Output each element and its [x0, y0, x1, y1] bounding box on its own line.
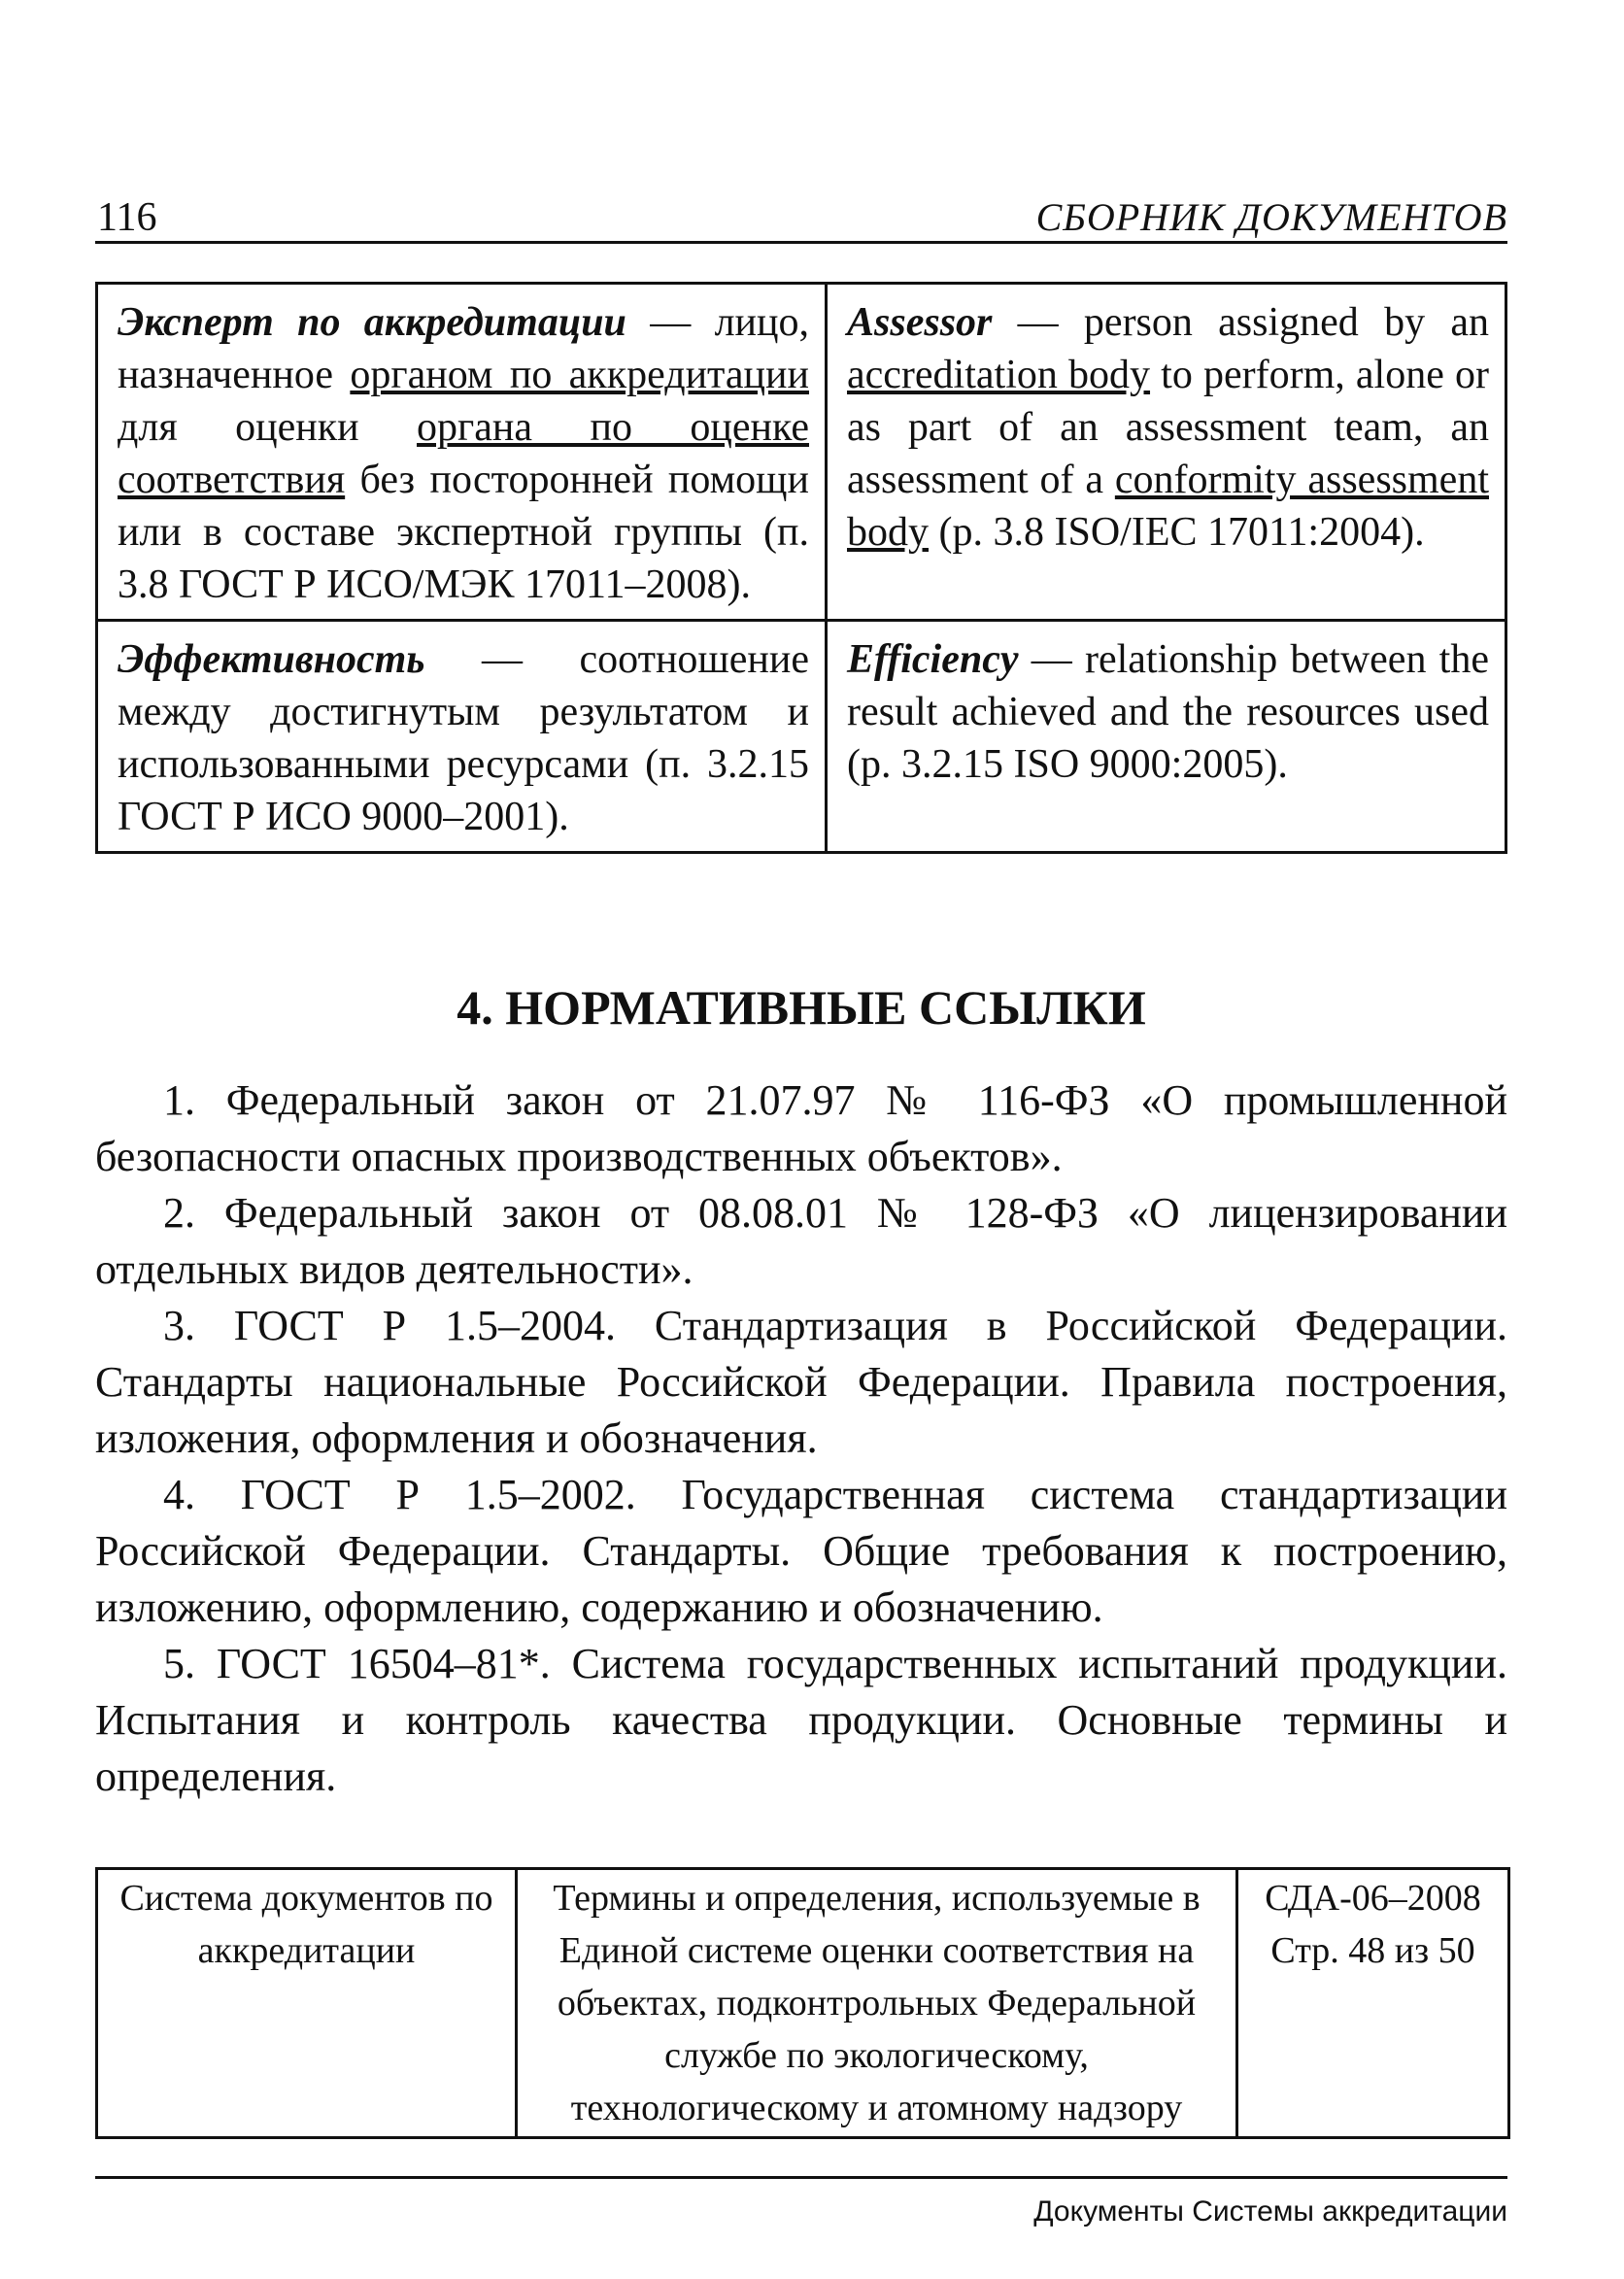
section-title: 4. НОРМАТИВНЫЕ ССЫЛКИ — [457, 980, 1146, 1035]
page-number: 116 — [97, 195, 157, 240]
reference-item: 4. ГОСТ Р 1.5–2002. Государственная система стандартизации Российской Федерации. Стандарты. Общие требования к построению, изложению, оформлению, содержанию и обозначению. — [95, 1471, 1507, 1631]
page-header — [95, 192, 1507, 244]
stamp-page: Стр. 48 из 50 — [1270, 1930, 1475, 1971]
term-text: для оценки — [118, 405, 418, 450]
table-row — [97, 621, 1506, 853]
stamp-code: СДА-06–2008 — [1265, 1878, 1481, 1919]
term-name: Assessor — [847, 300, 993, 345]
term-name: Эксперт по аккредитации — [118, 300, 626, 345]
reference-item: 1. Федеральный закон от 21.07.97 № 116-ФЗ «О промышленной безопасности опасных производственных объектов». — [95, 1076, 1507, 1180]
term-cell-ru — [97, 284, 827, 621]
references-list — [95, 1072, 1507, 1805]
stamp-system: Система документов по аккредитации — [97, 1869, 517, 2138]
document-stamp — [95, 1867, 1510, 2139]
running-title: СБОРНИК ДОКУМЕНТОВ — [1035, 195, 1507, 239]
term-name: Efficiency — [847, 637, 1019, 682]
table-row — [97, 284, 1506, 621]
table-row — [97, 1869, 1509, 2138]
term-cell-en — [827, 621, 1506, 853]
term-text: — лицо, назначенное — [118, 300, 809, 397]
term-link: органа по оценке соответствия — [118, 405, 809, 502]
stamp-title: Термины и определения, используемые в Единой системе оценки соответствия на объектах, подконтрольных Федеральной службе по экологическому, технологическому и атомному надзору — [517, 1869, 1237, 2138]
stamp-code-cell — [1237, 1869, 1509, 2138]
reference-item: 5. ГОСТ 16504–81*. Система государственных испытаний продукции. Испытания и контроль качества продукции. Основные термины и определения. — [95, 1640, 1507, 1800]
reference-item: 3. ГОСТ Р 1.5–2004. Стандартизация в Российской Федерации. Стандарты национальные Российской Федерации. Правила построения, изложения, оформления и обозначения. — [95, 1302, 1507, 1462]
term-text: (p. 3.8 ISO/IEC 17011:2004). — [929, 510, 1425, 555]
term-cell-ru — [97, 621, 827, 853]
term-link: conformity assessment body — [847, 458, 1489, 555]
footer-text: Документы Системы аккредитации — [1033, 2195, 1507, 2228]
footer-divider — [95, 2176, 1507, 2179]
term-text: — person assigned by an — [992, 300, 1489, 345]
terms-table — [95, 282, 1507, 854]
term-link: accreditation body — [847, 353, 1151, 397]
term-text: без посторонней помощи или в составе экспертной группы (п. 3.8 ГОСТ Р ИСО/МЭК 17011–2008). — [118, 458, 809, 607]
term-cell-en — [827, 284, 1506, 621]
term-text: — соотношение между достигнутым результатом и использованными ресурсами (п. 3.2.15 ГОСТ Р ИСО 9000–2001). — [118, 637, 809, 839]
reference-item: 2. Федеральный закон от 08.08.01 № 128-ФЗ «О лицензировании отдельных видов деятельности». — [95, 1189, 1507, 1293]
term-name: Эффективность — [118, 637, 425, 682]
term-link: органом по аккредитации — [350, 353, 809, 397]
term-text: to perform, alone or as part of an assessment team, an assessment of a — [847, 353, 1489, 502]
term-text: — relationship between the result achieved and the resources used (p. 3.2.15 ISO 9000:2005). — [847, 637, 1489, 787]
